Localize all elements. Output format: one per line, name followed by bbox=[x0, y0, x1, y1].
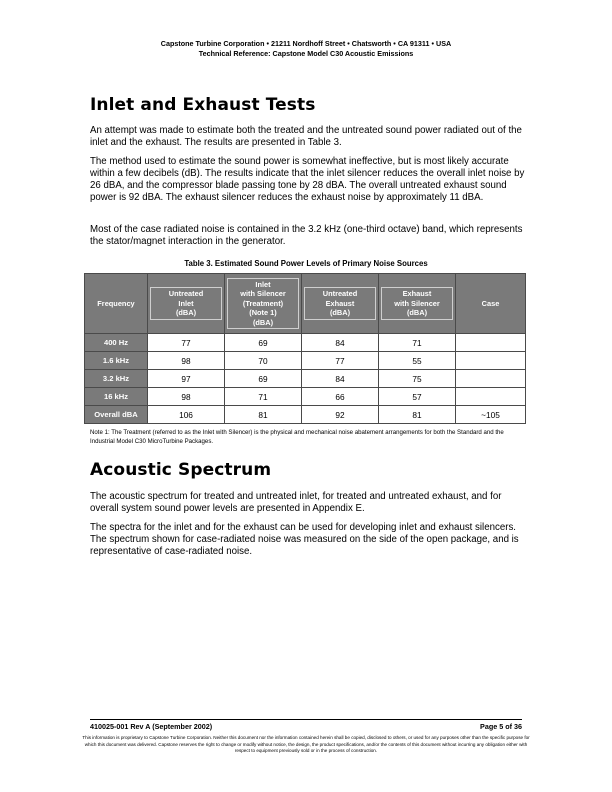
table-row bbox=[85, 388, 526, 406]
section-heading-acoustic-spectrum: Acoustic Spectrum bbox=[90, 460, 272, 480]
header-line: Inlet bbox=[255, 279, 271, 289]
cell-untreated-inlet: 106 bbox=[148, 406, 225, 424]
cell-untreated-inlet: 97 bbox=[148, 370, 225, 388]
column-header-untreated-inlet bbox=[148, 274, 225, 334]
section-heading-inlet-exhaust: Inlet and Exhaust Tests bbox=[90, 95, 316, 115]
cell-exhaust-with-silencer: 75 bbox=[379, 370, 456, 388]
column-header-frequency: Frequency bbox=[85, 274, 148, 334]
header-line: Exhaust bbox=[402, 289, 432, 299]
cell-case bbox=[456, 352, 526, 370]
paragraph: The spectra for the inlet and for the exhaust can be used for developing inlet and exhaust silencers. The spectrum shown for case-radiated noise was measured on the side of the open package, and is representative of case-radiated noise. bbox=[90, 522, 519, 557]
cell-untreated-inlet: 98 bbox=[148, 388, 225, 406]
cell-case bbox=[456, 370, 526, 388]
header-line: (Note 1) bbox=[249, 308, 277, 318]
column-header-untreated-exhaust bbox=[302, 274, 379, 334]
cell-untreated-inlet: 98 bbox=[148, 352, 225, 370]
footer-divider bbox=[90, 719, 522, 720]
row-header-frequency: 400 Hz bbox=[85, 334, 148, 352]
table-row bbox=[85, 352, 526, 370]
header-line: Inlet bbox=[178, 298, 194, 308]
cell-exhaust-with-silencer: 81 bbox=[379, 406, 456, 424]
table-note: Note 1: The Treatment (referred to as the Inlet with Silencer) is the physical and mechanical noise abatement arrangements for both the Standard and the Industrial Model C30 MicroTurbine Packages. bbox=[90, 429, 504, 445]
paragraph: Most of the case radiated noise is contained in the 3.2 kHz (one-third octave) band, which represents the stator/magnet interaction in the generator. bbox=[90, 224, 523, 247]
row-header-frequency: 16 kHz bbox=[85, 388, 148, 406]
cell-untreated-exhaust: 66 bbox=[302, 388, 379, 406]
header-line: with Silencer bbox=[394, 298, 440, 308]
header-line: (dBA) bbox=[252, 317, 274, 327]
running-header-title: Technical Reference: Capstone Model C30 Acoustic Emissions bbox=[198, 49, 414, 58]
header-line: Untreated bbox=[168, 289, 204, 299]
table-row bbox=[85, 406, 526, 424]
cell-exhaust-with-silencer: 71 bbox=[379, 334, 456, 352]
header-line: (Treatment) bbox=[242, 298, 284, 308]
paragraph: The method used to estimate the sound power is somewhat ineffective, but is most likely accurate within a few decibels (dB). The results indicate that the inlet silencer reduces the overall inlet noise by 26 dBA, and the compressor blade passing tone by 28 dBA. The overall untreated exhaust sound power is 92 dBA. The exhaust silencer reduces the exhaust noise by approximately 11 dBA. bbox=[90, 156, 525, 203]
paragraph: An attempt was made to estimate both the treated and the untreated sound power radiated out of the inlet and the exhaust. The results are presented in Table 3. bbox=[90, 125, 522, 148]
header-line: (dBA) bbox=[175, 308, 197, 318]
row-header-frequency: 1.6 kHz bbox=[85, 352, 148, 370]
header-line: with Silencer bbox=[240, 289, 286, 299]
footer-page-number: Page 5 of 36 bbox=[480, 722, 522, 731]
footer-document-id: 410025-001 Rev A (September 2002) bbox=[90, 722, 213, 731]
cell-untreated-exhaust: 77 bbox=[302, 352, 379, 370]
table-caption: Table 3. Estimated Sound Power Levels of Primary Noise Sources bbox=[184, 259, 428, 268]
cell-case: ~105 bbox=[456, 406, 526, 424]
cell-untreated-exhaust: 84 bbox=[302, 334, 379, 352]
sound-power-table bbox=[84, 273, 526, 424]
running-header-address: Capstone Turbine Corporation • 21211 Nordhoff Street • Chatsworth • CA 91311 • USA bbox=[160, 39, 452, 48]
header-line: (dBA) bbox=[406, 308, 428, 318]
cell-untreated-exhaust: 92 bbox=[302, 406, 379, 424]
cell-inlet-with-silencer: 81 bbox=[225, 406, 302, 424]
column-header-case: Case bbox=[456, 274, 526, 334]
paragraph: The acoustic spectrum for treated and untreated inlet, for treated and untreated exhaust, and for overall system sound power levels are presented in Appendix E. bbox=[90, 491, 502, 514]
cell-case bbox=[456, 334, 526, 352]
column-header-exhaust-with-silencer bbox=[379, 274, 456, 334]
cell-inlet-with-silencer: 69 bbox=[225, 334, 302, 352]
cell-case bbox=[456, 388, 526, 406]
cell-inlet-with-silencer: 69 bbox=[225, 370, 302, 388]
cell-exhaust-with-silencer: 57 bbox=[379, 388, 456, 406]
cell-inlet-with-silencer: 71 bbox=[225, 388, 302, 406]
cell-untreated-exhaust: 84 bbox=[302, 370, 379, 388]
footer-disclaimer: This information is proprietary to Capstone Turbine Corporation. Neither this document nor the information contained herein shall be copied, disclosed to others, or used for any purposes other than the specific purpose for which this document was delivered. Capstone reserves the right to change or modify without notice, the design, the product specifications, and/or the contents of this document without incurring any obligation either with respect to equipment previously sold or in the process of construction. bbox=[82, 735, 530, 754]
column-header-inlet-with-silencer bbox=[225, 274, 302, 334]
header-line: Exhaust bbox=[325, 298, 355, 308]
table-header-row bbox=[85, 274, 526, 334]
cell-exhaust-with-silencer: 55 bbox=[379, 352, 456, 370]
cell-untreated-inlet: 77 bbox=[148, 334, 225, 352]
table-row bbox=[85, 370, 526, 388]
row-header-frequency: Overall dBA bbox=[85, 406, 148, 424]
cell-inlet-with-silencer: 70 bbox=[225, 352, 302, 370]
header-line: Untreated bbox=[322, 289, 358, 299]
row-header-frequency: 3.2 kHz bbox=[85, 370, 148, 388]
table-row bbox=[85, 334, 526, 352]
header-line: (dBA) bbox=[329, 308, 351, 318]
